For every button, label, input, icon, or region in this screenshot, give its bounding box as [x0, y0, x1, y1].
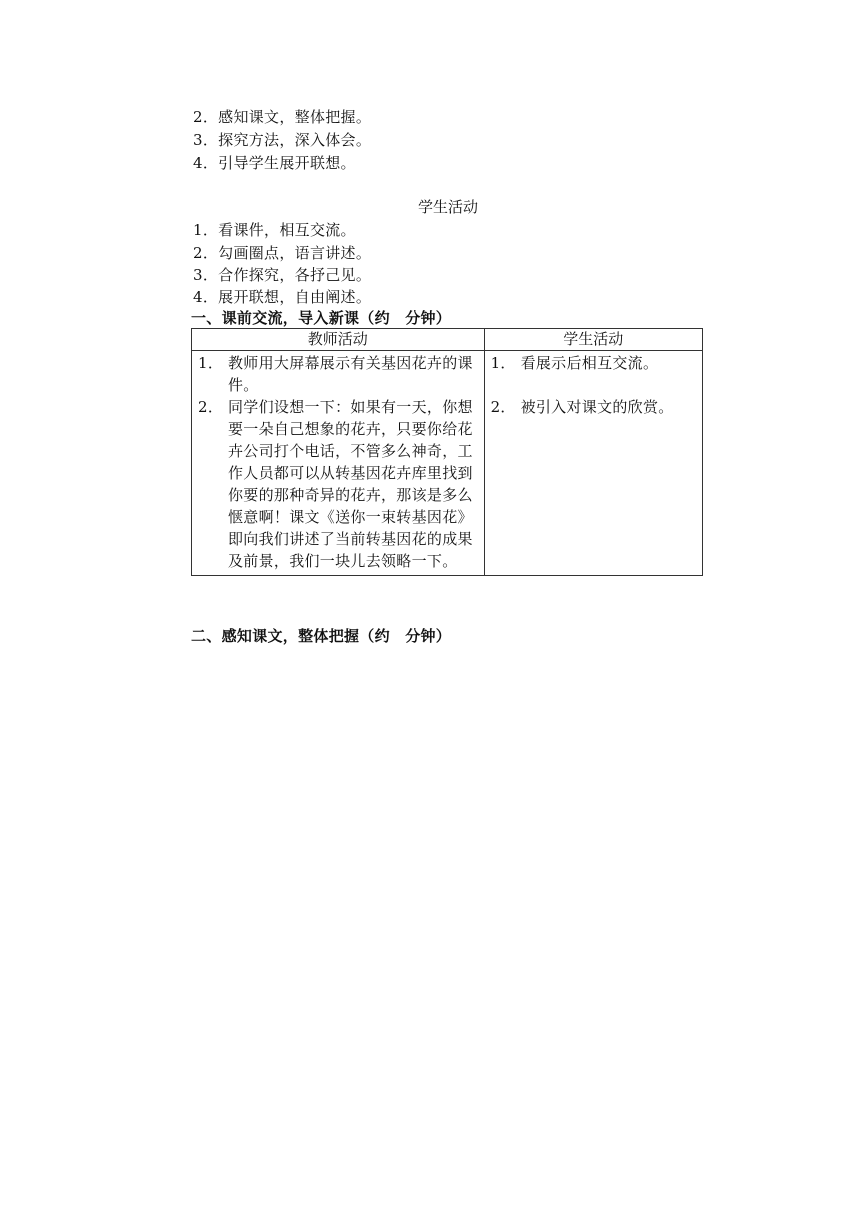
student-item-1 [485, 352, 702, 374]
teacher-activity-header: 教师活动 [192, 329, 485, 351]
student-item-1-number: 1． [490, 354, 516, 372]
teacher-item-2-text: 同学们设想一下：如果有一天，你想要一朵自己想象的花卉，只要你给花卉公司打个电话，不管多么神奇，工作人员都可以从转基因花卉库里找到你要的那种奇异的花卉，那该是多么惬意啊！课文《送你一束转基因花》即向我们讲述了当前转基因花的成果及前景，我们一块儿去领略一下。 [228, 398, 473, 570]
table-header-row [192, 329, 703, 351]
section-1-heading: 一、课前交流，导入新课（约 分钟） [191, 309, 452, 327]
activity-table [191, 328, 703, 576]
teacher-item-2-number: 2． [198, 398, 224, 416]
teacher-activity-cell [192, 351, 485, 576]
teacher-item-2 [192, 396, 484, 572]
goal-item-4: 4．引导学生展开联想。 [193, 154, 356, 172]
student-activity-item-2: 2．勾画圈点，语言讲述。 [193, 244, 372, 262]
section-2-heading: 二、感知课文，整体把握（约 分钟） [191, 627, 452, 645]
student-item-1-text: 看展示后相互交流。 [520, 354, 659, 372]
student-item-2-number: 2． [490, 398, 516, 416]
student-activity-header: 学生活动 [484, 329, 702, 351]
student-item-2 [485, 396, 702, 418]
goal-item-2: 2．感知课文，整体把握。 [193, 108, 372, 126]
goal-item-3: 3．探究方法，深入体会。 [193, 131, 372, 149]
spacer [485, 374, 702, 396]
student-item-2-text: 被引入对课文的欣赏。 [520, 398, 674, 416]
teacher-item-1-number: 1． [198, 354, 224, 372]
student-activity-cell [484, 351, 702, 576]
student-activity-item-4: 4．展开联想，自由阐述。 [193, 288, 372, 306]
student-activity-item-1: 1．看课件，相互交流。 [193, 221, 356, 239]
teacher-item-1-text: 教师用大屏幕展示有关基因花卉的课件。 [228, 354, 473, 394]
student-activity-title: 学生活动 [417, 198, 478, 216]
student-activity-item-3: 3．合作探究，各抒己见。 [193, 266, 372, 284]
table-row [192, 351, 703, 576]
teacher-item-1 [192, 352, 484, 396]
